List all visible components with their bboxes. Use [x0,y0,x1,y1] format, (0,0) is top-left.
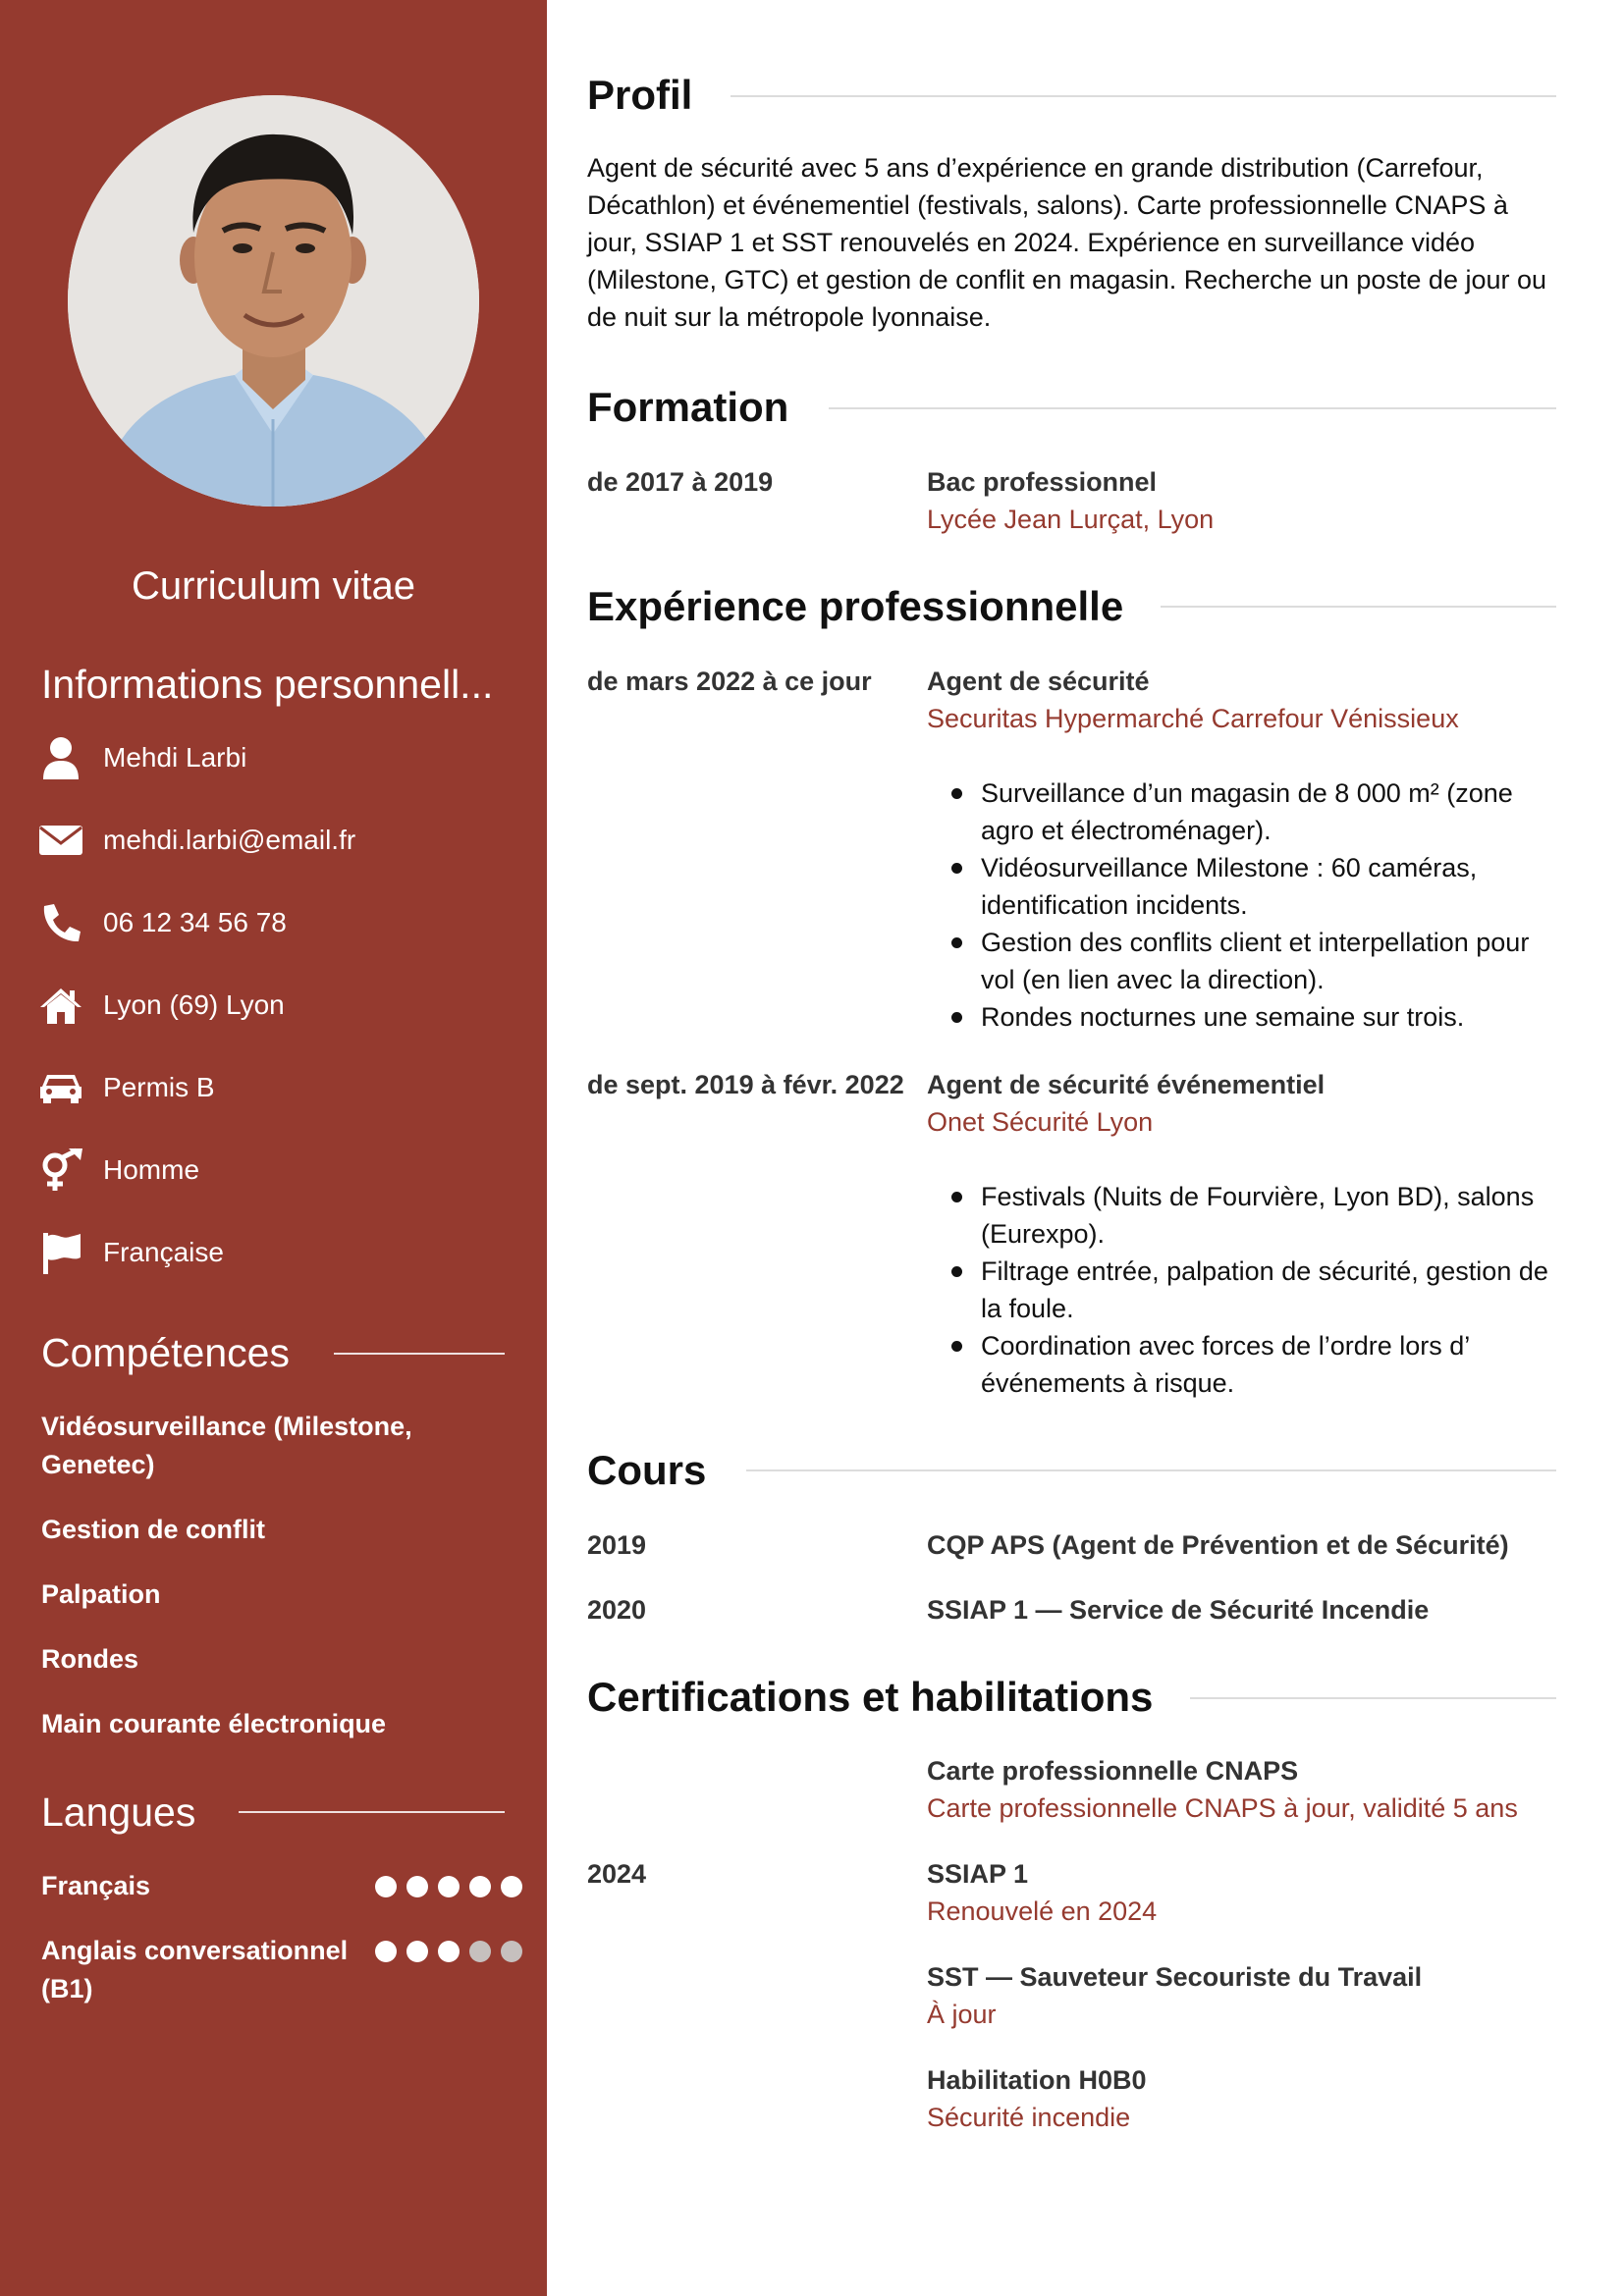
formation-title: Bac professionnel [927,467,1158,497]
portrait-illustration [68,95,479,507]
certification-title: SST — Sauveteur Secouriste du Travail [927,1962,1423,1992]
experience-title: Agent de sécurité [927,667,1150,696]
car-icon [35,1062,86,1113]
skill-item: Main courante électronique [41,1709,387,1738]
experience-employer: Securitas Hypermarché Carrefour Vénissieux [927,704,1459,733]
level-dot-filled [406,1876,428,1897]
cours-title: SSIAP 1 — Service de Sécurité Incendie [927,1595,1430,1625]
experience-bullets [981,774,1570,1036]
experience-bullets [981,1178,1570,1402]
level-dot-filled [438,1941,460,1962]
bullet-item: Vidéosurveillance Milestone : 60 caméras, identification incidents. [981,849,1570,924]
cours-divider [746,1469,1556,1471]
certification-detail: À jour [927,2000,997,2029]
phone-icon [35,897,86,948]
experience-date: de sept. 2019 à févr. 2022 [587,1070,904,1099]
formation-school: Lycée Jean Lurçat, Lyon [927,505,1215,534]
experience-date: de mars 2022 à ce jour [587,667,872,696]
home-icon [35,980,86,1031]
bullet-item: Gestion des conflits client et interpellation pour vol (en lien avec la direction). [981,924,1570,998]
experience-heading: Expérience professionnelle [587,583,1124,629]
level-dot-filled [501,1876,522,1897]
bullet-item: Rondes nocturnes une semaine sur trois. [981,998,1570,1036]
profil-heading: Profil [587,72,693,118]
certification-detail: Carte professionnelle CNAPS à jour, validité 5 ans [927,1793,1518,1823]
certification-date: 2024 [587,1859,647,1889]
gender-text: Homme [103,1154,200,1185]
language-level-dots [375,1941,522,1962]
personal-info-gender [35,1141,199,1200]
level-dot-filled [406,1941,428,1962]
experience-employer: Onet Sécurité Lyon [927,1107,1154,1137]
skill-item: Gestion de conflit [41,1515,266,1544]
certification-detail: Sécurité incendie [927,2103,1131,2132]
bullet-item: Festivals (Nuits de Fourvière, Lyon BD), salons (Eurexpo). [981,1178,1570,1253]
personal-info-phone [35,893,287,952]
license-text: Permis B [103,1072,215,1102]
address-text: Lyon (69) Lyon [103,989,285,1020]
personal-info-email [35,811,355,870]
skill-item: Rondes [41,1644,139,1674]
skills-heading: Compétences [41,1330,290,1375]
languages-divider [239,1811,505,1813]
level-dot-filled [375,1941,397,1962]
flag-icon [35,1227,86,1278]
level-dot-empty [469,1941,491,1962]
profil-text: Agent de sécurité avec 5 ans d’expérience en grande distribution (Carrefour, Décathlon) et événementiel (festivals, salons). Carte professionnelle CNAPS à jour, SSIAP 1 et SST renouvelés en 2024. Expérience en surveillance vidéo (Milestone, GTC) et gestion de conflit en magasin. Recherche un poste de jour ou de nuit sur la métropole lyonnaise. [587,153,1547,332]
language-name: Français [41,1871,151,1900]
cours-date: 2020 [587,1595,647,1625]
cours-date: 2019 [587,1530,647,1560]
envelope-icon [35,815,86,866]
certifications-heading: Certifications et habilitations [587,1674,1154,1720]
email-text: mehdi.larbi@email.fr [103,825,356,855]
formation-heading: Formation [587,384,789,430]
certifications-divider [1190,1697,1556,1699]
personal-info-name [35,728,246,787]
certification-title: Carte professionnelle CNAPS [927,1756,1299,1786]
skill-item: Palpation [41,1579,161,1609]
skills-divider [334,1353,505,1355]
phone-text: 06 12 34 56 78 [103,907,287,937]
cours-heading: Cours [587,1447,707,1493]
sidebar [0,0,547,2296]
formation-date: de 2017 à 2019 [587,467,774,497]
profile-photo [68,95,479,507]
user-icon [35,732,86,783]
personal-info-heading: Informations personnell... [41,662,494,707]
bullet-item: Surveillance d’un magasin de 8 000 m² (zone agro et électroménager). [981,774,1570,849]
personal-info-address [35,976,285,1035]
profil-divider [731,95,1556,97]
nationality-text: Française [103,1237,224,1267]
level-dot-filled [375,1876,397,1897]
cv-title: Curriculum vitae [132,564,415,608]
certification-title: SSIAP 1 [927,1859,1029,1889]
level-dot-filled [469,1876,491,1897]
gender-icon [35,1145,86,1196]
bullet-item: Coordination avec forces de l’ordre lors d’ événements à risque. [981,1327,1570,1402]
language-name: Anglais conversationnel (B1) [41,1936,349,2003]
skill-item: Vidéosurveillance (Milestone, Genetec) [41,1412,412,1479]
cours-title: CQP APS (Agent de Prévention et de Sécurité) [927,1530,1509,1560]
level-dot-empty [501,1941,522,1962]
level-dot-filled [438,1876,460,1897]
certification-title: Habilitation H0B0 [927,2065,1147,2095]
formation-divider [829,407,1556,409]
language-level-dots [375,1876,522,1897]
personal-info-license [35,1058,215,1117]
personal-info-nationality [35,1223,224,1282]
bullet-item: Filtrage entrée, palpation de sécurité, gestion de la foule. [981,1253,1570,1327]
certification-detail: Renouvelé en 2024 [927,1896,1158,1926]
experience-title: Agent de sécurité événementiel [927,1070,1326,1099]
languages-heading: Langues [41,1789,196,1835]
experience-divider [1161,606,1556,608]
name-text: Mehdi Larbi [103,742,247,773]
